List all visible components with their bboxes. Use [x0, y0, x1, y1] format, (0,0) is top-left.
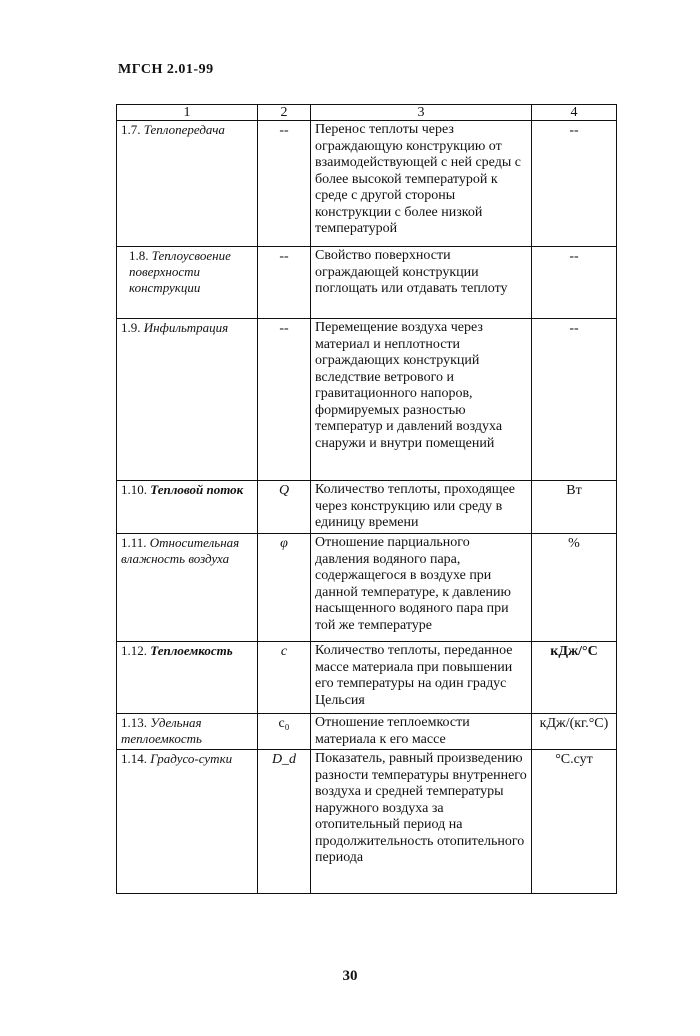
page-number: 30: [342, 968, 358, 984]
column-header: 3: [311, 105, 532, 121]
term-name: Теплоемкость: [150, 643, 233, 658]
term-number: 1.8.: [129, 248, 149, 263]
header-row: [117, 105, 617, 121]
term-cell: [117, 121, 258, 247]
symbol-cell: Q: [258, 481, 311, 534]
definition-cell: Количество теплоты, проходящее через конструкцию или среду в единицу времени: [311, 481, 532, 534]
terms-table: [116, 104, 617, 894]
table-row: [117, 247, 617, 319]
definition-cell: Свойство поверхности ограждающей конструкции поглощать или отдавать теплоту: [311, 247, 532, 319]
term-number: 1.10.: [121, 482, 147, 497]
unit-cell: --: [532, 121, 617, 247]
term-number: 1.14.: [121, 751, 147, 766]
unit-cell: --: [532, 247, 617, 319]
definition-cell: Перемещение воздуха через материал и неплотности ограждающих конструкций вследствие ветрового и гравитационного напоров, формируемых разностью температур и давлений воздуха снаружи и внутри помещений: [311, 319, 532, 481]
table-row: [117, 642, 617, 714]
term-cell: [117, 714, 258, 750]
term-name: Градусо-сутки: [150, 751, 233, 766]
term-number: 1.11.: [121, 535, 147, 550]
term-number: 1.12.: [121, 643, 147, 658]
term-number: 1.7.: [121, 122, 141, 137]
table-row: [117, 714, 617, 750]
term-cell: [117, 750, 258, 894]
term-name: Теплопередача: [143, 122, 225, 137]
column-header: 4: [532, 105, 617, 121]
term-cell: [117, 534, 258, 642]
unit-cell: кДж/(кг.°С): [532, 714, 617, 750]
definition-cell: Показатель, равный произведению разности температуры внутреннего воздуха и средней температуры наружного воздуха за отопительный период на продолжительность отопительного периода: [311, 750, 532, 894]
column-header: 2: [258, 105, 311, 121]
symbol-cell: --: [258, 319, 311, 481]
term-name: Инфильтрация: [143, 320, 229, 335]
column-header: 1: [117, 105, 258, 121]
table-row: [117, 481, 617, 534]
symbol-cell: --: [258, 247, 311, 319]
definition-cell: Отношение парциального давления водяного пара, содержащегося в воздухе при данной температуре, к давлению насыщенного водяного пара при той же температуре: [311, 534, 532, 642]
table-row: [117, 534, 617, 642]
table-row: [117, 750, 617, 894]
term-number: 1.9.: [121, 320, 141, 335]
unit-cell: %: [532, 534, 617, 642]
symbol-cell: c₀: [258, 714, 311, 750]
definition-cell: Количество теплоты, переданное массе материала при повышении его температуры на один градус Цельсия: [311, 642, 532, 714]
symbol-cell: c: [258, 642, 311, 714]
term-cell: [117, 319, 258, 481]
unit-cell: --: [532, 319, 617, 481]
symbol-cell: D_d: [258, 750, 311, 894]
term-cell: [117, 642, 258, 714]
term-name: Теплоусвоение поверхности конструкции: [129, 248, 231, 295]
definition-cell: Перенос теплоты через ограждающую конструкцию от взаимодействующей с ней среды с более высокой температурой к среде с другой стороны конструкции с более низкой температурой: [311, 121, 532, 247]
term-number: 1.13.: [121, 715, 147, 730]
term-cell: [117, 247, 258, 319]
document-header: МГСН 2.01-99: [118, 62, 214, 77]
table-row: [117, 121, 617, 247]
unit-cell: кДж/°С: [532, 642, 617, 714]
unit-cell: °С.сут: [532, 750, 617, 894]
symbol-cell: φ: [258, 534, 311, 642]
term-name: Тепловой поток: [150, 482, 244, 497]
table-row: [117, 319, 617, 481]
term-name: Удельная теплоемкость: [121, 715, 202, 746]
term-name: Относительная влажность воздуха: [121, 535, 240, 566]
term-cell: [117, 481, 258, 534]
unit-cell: Вт: [532, 481, 617, 534]
definition-cell: Отношение теплоемкости материала к его массе: [311, 714, 532, 750]
symbol-cell: --: [258, 121, 311, 247]
